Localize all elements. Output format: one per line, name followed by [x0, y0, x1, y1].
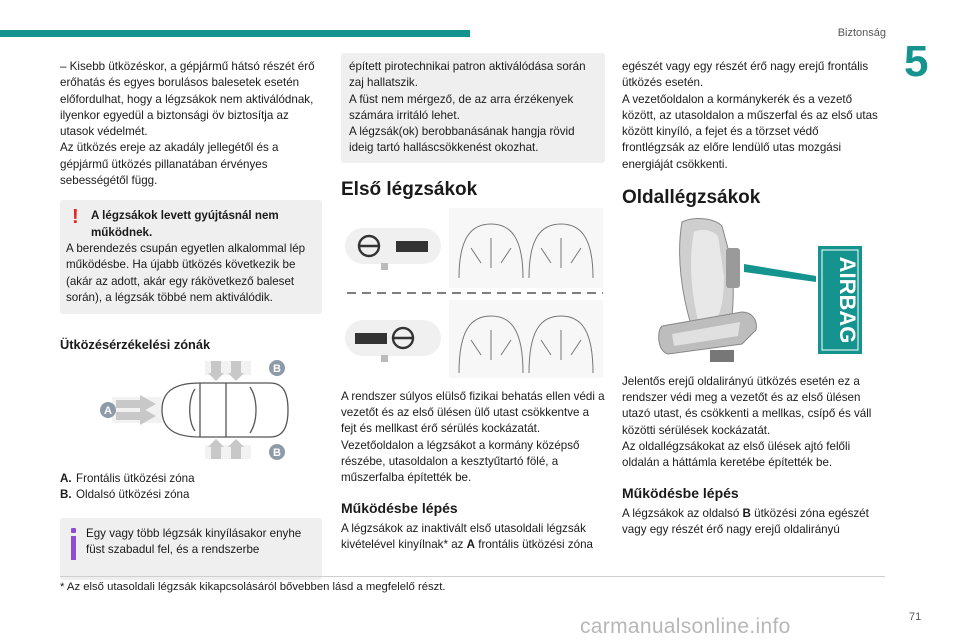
- column-3: [622, 59, 884, 538]
- header-accent-bar: [0, 30, 470, 37]
- side-airbag-illustration: [622, 216, 884, 366]
- front-activation-continued: egészét vagy egy részét érő nagy erejű frontális ütközés esetén. A vezetőoldalon a kormánykerék és a vezető között, az utasoldalon a műszerfal és az első utas között kinyíló, a fejet és a törzset védő frontlégzsák az előre lendülő utas mozgási energiáját csökkenti.: [622, 60, 878, 171]
- side-airbag-arrow: [744, 264, 816, 282]
- info-text-continued: épített pirotechnikai patron aktiválódása során zaj hallatszik. A füst nem mérgező, de az arra érzékenyek számára irritáló lehet. A légzsák(ok) berobbanásának hangja rövid ideig tartó halláscsökkenést okozhat.: [349, 60, 586, 155]
- zones-heading: Ütközésérzékelési zónák: [60, 337, 211, 353]
- page-number: 71: [909, 611, 922, 623]
- info-icon: [71, 528, 76, 560]
- zone-a-badge: [100, 402, 116, 418]
- front-seat-occupants-top: [449, 208, 603, 288]
- front-activation-body: A légzsákok az inaktivált első utasoldali légzsák kivételével kinyílnak* az A frontális ütközési zóna: [341, 521, 593, 551]
- rhd-dashboard: [345, 320, 441, 362]
- car-seat: [659, 218, 757, 361]
- zone-b-bottom-badge: [269, 444, 285, 460]
- zone-b-top-badge: [269, 360, 285, 376]
- info-text: Egy vagy több légzsák kinyílásakor enyhe füst szabadul fel, és a rendszerbe: [86, 527, 302, 557]
- warning-box: [60, 200, 322, 314]
- footnote-divider: [60, 576, 885, 577]
- column-1: [60, 59, 322, 580]
- zone-b-top-arrows: [205, 361, 251, 381]
- legend-item-b: B. Oldalsó ütközési zóna: [60, 487, 190, 501]
- column-2: [341, 53, 605, 553]
- zone-legend: [60, 471, 322, 504]
- crash-zone-diagram: [100, 359, 300, 463]
- front-seat-occupants-bottom: [449, 300, 603, 378]
- front-airbags-heading: Első légzsákok: [341, 179, 478, 200]
- front-airbags-illustration: [341, 208, 605, 378]
- info-box-continued: [341, 53, 605, 163]
- intro-paragraph-2: Az ütközés ereje az akadály jellegétől és a gépjármű ütközés pillanatában érvényes sebességétől függ.: [60, 141, 279, 188]
- zone-b-top-label: B: [273, 362, 281, 375]
- car-top-view: [162, 383, 288, 437]
- chapter-title: Biztonság: [837, 27, 886, 39]
- side-airbags-body: Jelentős erejű oldalirányú ütközés esetén ez a rendszer védi meg a vezetőt és az első ülésen utazó utast, és csökkenti a mellkas, csípő és váll közötti sérülések kockázatát. Az oldallégzsákokat az első ülések ajtó felőli oldalán a háttámla keretébe építették be.: [622, 374, 872, 470]
- front-activation-heading: Működésbe lépés: [341, 499, 458, 516]
- intro-paragraph: – Kisebb ütközéskor, a gépjármű hátsó részét érő erőhatás és egyes borulásos balesetek esetén előfordulhat, hogy a légzsákok nem aktiválódnak, ilyenkor egyedül a biztonsági öv biztosítja az utasok védelmét.: [60, 60, 315, 139]
- front-airbags-body: A rendszer súlyos elülső fizikai behatás ellen védi a vezetőt és az első ülésen ülő utast csökkentve a fejt és mellkast érő sérülés kockázatát. Vezetőoldalon a légzsákot a kormány középső részébe, utasoldalon a kesztyűtartó fölé, a műszerfalba építették be.: [341, 389, 605, 485]
- side-airbags-heading: Oldallégzsákok: [622, 187, 761, 209]
- legend-item-a: A. Frontális ütközési zóna: [60, 471, 195, 485]
- lhd-dashboard: [345, 228, 441, 270]
- info-box: [60, 518, 322, 580]
- warning-title: A légzsákok levett gyújtásnál nem működnek.: [91, 209, 279, 239]
- airbag-label: AIRBAG: [835, 256, 860, 344]
- warning-icon: !: [72, 206, 79, 229]
- zone-b-bottom-arrows: [205, 439, 251, 459]
- side-activation-body: A légzsákok az oldalsó B ütközési zóna egészét vagy egy részét érő nagy erejű oldalirányú: [622, 506, 869, 536]
- zone-a-arrows: [112, 395, 162, 425]
- footnote: * Az első utasoldali légzsák kikapcsolásáról bővebben lásd a megfelelő részt.: [60, 581, 446, 593]
- side-activation-heading: Működésbe lépés: [622, 484, 739, 501]
- warning-body: A berendezés csupán egyetlen alkalommal lép működésbe. Ha újabb ütközés következik be (akár az adott, akár egy rákövetkező baleset során), a légzsák többé nem aktiválódik.: [66, 241, 306, 304]
- airbag-label-badge: [818, 246, 862, 354]
- zone-b-bottom-label: B: [273, 446, 281, 459]
- watermark: carmanualsonline.info: [580, 615, 791, 638]
- chapter-number: 5: [904, 37, 929, 86]
- zone-a-label: A: [104, 404, 112, 417]
